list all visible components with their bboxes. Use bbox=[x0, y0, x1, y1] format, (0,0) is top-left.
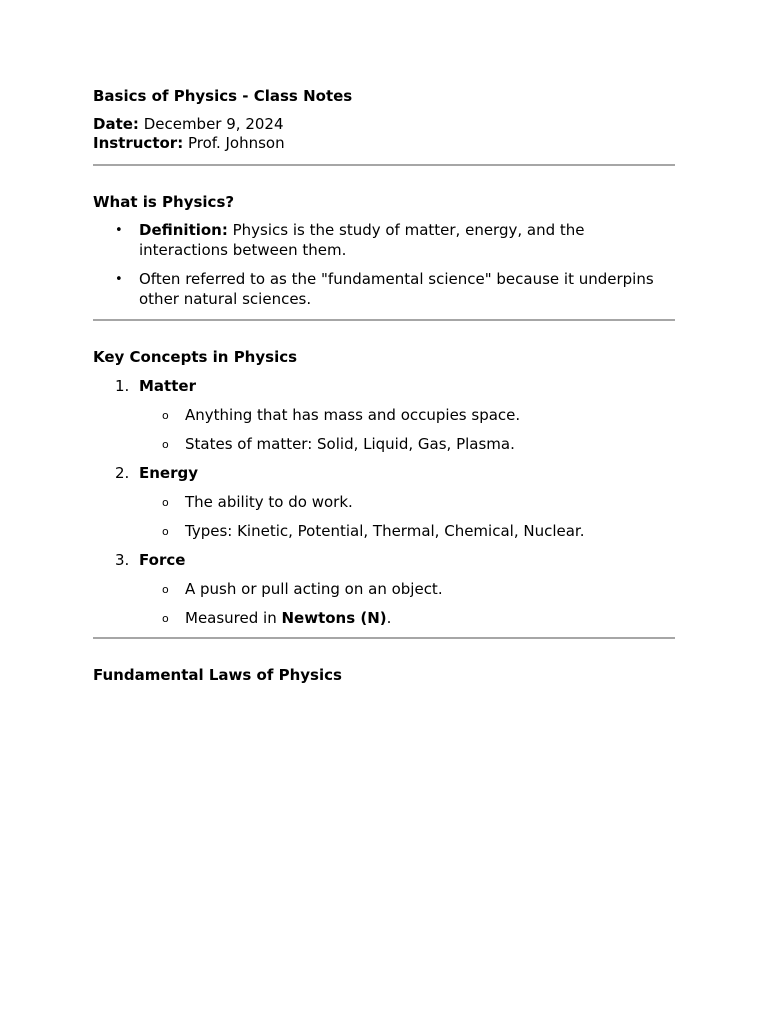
section-divider bbox=[93, 319, 675, 321]
sub-bullet-icon: o bbox=[162, 438, 169, 451]
document-title: Basics of Physics - Class Notes bbox=[93, 87, 353, 105]
point-text: Types: Kinetic, Potential, Thermal, Chemical, Nuclear. bbox=[185, 522, 585, 540]
sub-bullet-icon: o bbox=[162, 496, 169, 509]
list-item bbox=[139, 405, 675, 425]
sub-bullet-icon: o bbox=[162, 409, 169, 422]
date-label: Date: bbox=[93, 115, 139, 133]
list-number: 2. bbox=[115, 464, 130, 482]
concept-title: Force bbox=[139, 551, 186, 569]
concept-title: Matter bbox=[139, 377, 196, 395]
concept-points bbox=[139, 579, 675, 628]
section-heading-what-is-physics: What is Physics? bbox=[93, 193, 235, 211]
sub-bullet-icon: o bbox=[162, 583, 169, 596]
list-item bbox=[139, 521, 675, 541]
point-text: A push or pull acting on an object. bbox=[185, 580, 443, 598]
list-item bbox=[93, 270, 675, 309]
section-divider bbox=[93, 164, 675, 166]
bullet-icon: • bbox=[115, 223, 123, 238]
section-heading-key-concepts: Key Concepts in Physics bbox=[93, 348, 298, 366]
concept-points bbox=[139, 492, 675, 541]
section-heading-fundamental-laws: Fundamental Laws of Physics bbox=[93, 666, 342, 684]
concept-item-energy bbox=[93, 463, 675, 541]
key-concepts-list bbox=[93, 376, 675, 628]
point-text: States of matter: Solid, Liquid, Gas, Plasma. bbox=[185, 435, 515, 453]
section-divider bbox=[93, 637, 675, 639]
list-item bbox=[139, 608, 675, 628]
concept-points bbox=[139, 405, 675, 454]
definition-label: Definition: bbox=[139, 221, 228, 239]
point-text: The ability to do work. bbox=[185, 493, 353, 511]
date-line bbox=[93, 115, 675, 134]
concept-title: Energy bbox=[139, 464, 199, 482]
document-content bbox=[93, 86, 675, 694]
list-item bbox=[139, 434, 675, 454]
date-value: December 9, 2024 bbox=[138, 115, 284, 133]
definition-text: Physics is the study of matter, energy, and the interactions between them. bbox=[139, 221, 585, 259]
list-number: 1. bbox=[115, 377, 130, 395]
concept-item-matter bbox=[93, 376, 675, 454]
point-text: Anything that has mass and occupies space. bbox=[185, 406, 521, 424]
what-is-physics-list bbox=[93, 221, 675, 309]
newtons-unit: Newtons (N) bbox=[281, 609, 387, 627]
fundamental-science-text: Often referred to as the "fundamental science" because it underpins other natural sciences. bbox=[139, 270, 654, 308]
bullet-icon: • bbox=[115, 272, 123, 287]
list-number: 3. bbox=[115, 551, 130, 569]
instructor-label: Instructor: bbox=[93, 134, 184, 152]
list-item bbox=[139, 579, 675, 599]
instructor-line bbox=[93, 134, 675, 153]
list-item bbox=[139, 492, 675, 512]
sub-bullet-icon: o bbox=[162, 612, 169, 625]
list-item bbox=[93, 221, 675, 260]
point-text: Measured in bbox=[185, 609, 282, 627]
instructor-value: Prof. Johnson bbox=[183, 134, 285, 152]
sub-bullet-icon: o bbox=[162, 525, 169, 538]
concept-item-force bbox=[93, 550, 675, 628]
point-text-suffix: . bbox=[386, 609, 392, 627]
